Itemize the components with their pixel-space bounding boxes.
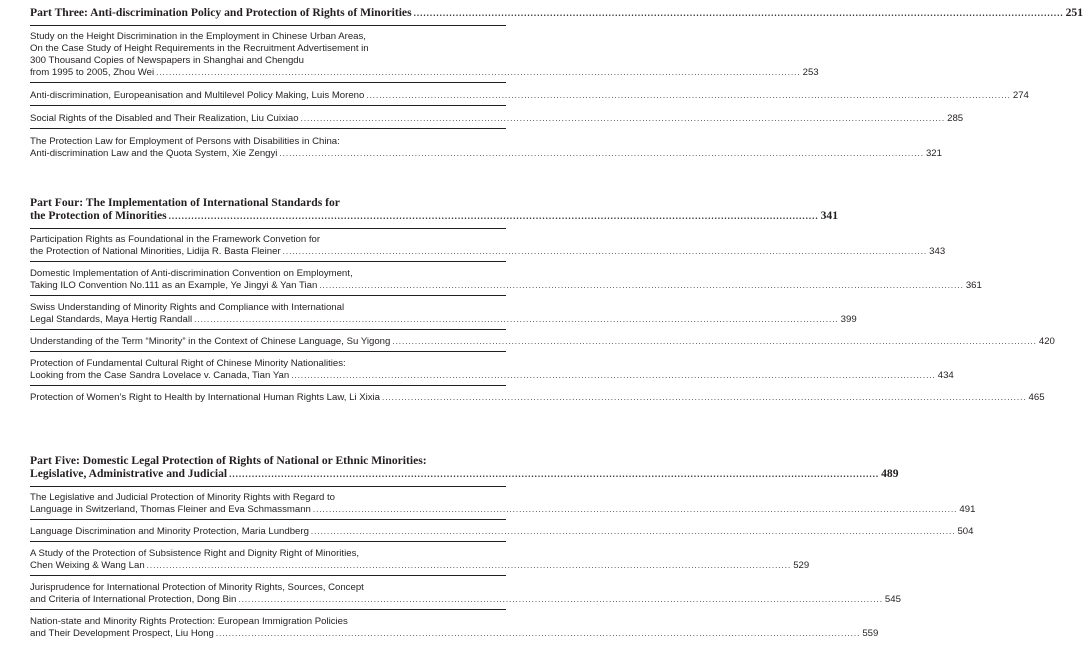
entry-rule — [30, 575, 506, 576]
entry-rule — [30, 385, 506, 386]
page-number: 321 — [925, 148, 942, 159]
dot-leader: ........................................................................................................................................................................................................ — [300, 114, 946, 123]
part-heading-text: Part Five: Domestic Legal Protection of Rights of National or Ethnic Minorities: — [30, 454, 427, 467]
toc-entry-leader-line — [30, 113, 964, 125]
page-number: 491 — [959, 504, 976, 515]
dot-leader: ........................................................................................................................................................................................................ — [279, 149, 924, 158]
toc-entry-text: Domestic Implementation of Anti-discrimination Convention on Employment, — [30, 268, 353, 279]
toc-entry[interactable] — [30, 234, 946, 258]
toc-entry-text: Legal Standards, Maya Hertig Randall — [30, 314, 193, 325]
dot-leader: ........................................................................................................................................................................................................ — [282, 247, 928, 256]
part-heading-text: Legislative, Administrative and Judicial — [30, 467, 228, 480]
toc-entry-text: A Study of the Protection of Subsistence Right and Dignity Right of Minorities, — [30, 548, 360, 559]
page-number: 504 — [957, 526, 974, 537]
toc-entry-text: Language in Switzerland, Thomas Fleiner and Eva Schmassmann — [30, 504, 311, 515]
part-heading-text: the Protection of Minorities — [30, 209, 167, 222]
dot-leader: ........................................................................................................................................................................................................ — [156, 68, 801, 77]
part-heading[interactable] — [30, 454, 899, 481]
dot-leader: ........................................................................................................................................................................................................ — [229, 469, 880, 479]
entry-rule — [30, 541, 506, 542]
page-number: 434 — [937, 370, 954, 381]
toc-entry-text: The Legislative and Judicial Protection of Minority Rights with Regard to — [30, 492, 336, 503]
entry-rule — [30, 105, 506, 106]
toc-entry-text: Participation Rights as Foundational in the Framework Convetion for — [30, 234, 321, 245]
toc-entry-leader-line — [30, 314, 857, 326]
part-section — [30, 454, 976, 647]
entry-rule — [30, 329, 506, 330]
dot-leader: ........................................................................................................................................................................................................ — [238, 595, 883, 604]
section-rule — [30, 25, 506, 26]
toc-entry[interactable] — [30, 113, 964, 125]
dot-leader: ........................................................................................................................................................................................................ — [215, 629, 861, 638]
part-heading[interactable] — [30, 196, 839, 223]
toc-entry[interactable] — [30, 392, 1045, 404]
part-heading-text: Part Three: Anti-discrimination Policy and Protection of Rights of Minorities — [30, 6, 412, 19]
part-heading[interactable] — [30, 6, 1083, 20]
toc-entry-text: Jurisprudence for International Protection of Minority Rights, Sources, Concept — [30, 582, 364, 593]
section-rule — [30, 486, 506, 487]
page-number: 399 — [840, 314, 857, 325]
toc-entry-text: Understanding of the Term “Minority” in the Context of Chinese Language, Su Yigong — [30, 336, 391, 347]
toc-entry[interactable] — [30, 526, 974, 538]
toc-entry-text: Social Rights of the Disabled and Their Realization, Liu Cuixiao — [30, 113, 299, 124]
page-number: 545 — [884, 594, 901, 605]
entry-rule — [30, 609, 506, 610]
toc-entry-leader-line — [30, 504, 976, 516]
toc-entry-text: On the Case Study of Height Requirements in the Recruitment Advertisement in — [30, 43, 369, 54]
entry-rule — [30, 351, 506, 352]
entry-rule — [30, 261, 506, 262]
toc-entry-leader-line — [30, 628, 879, 640]
entry-rule — [30, 519, 506, 520]
toc-entry-text: from 1995 to 2005, Zhou Wei — [30, 67, 155, 78]
toc-entry-text: Chen Weixing & Wang Lan — [30, 560, 145, 571]
toc-entry-text: Swiss Understanding of Minority Rights and Compliance with International — [30, 302, 345, 313]
page-number: 420 — [1038, 336, 1055, 347]
toc-entry-leader-line — [30, 67, 819, 79]
toc-entry[interactable] — [30, 548, 810, 572]
page-number: 253 — [802, 67, 819, 78]
toc-entry-text: and Criteria of International Protection, Dong Bin — [30, 594, 237, 605]
dot-leader: ........................................................................................................................................................................................................ — [382, 393, 1027, 402]
entry-rule — [30, 128, 506, 129]
toc-entry-leader-line — [30, 336, 1055, 348]
entry-rule — [30, 82, 506, 83]
toc-entry-leader-line — [30, 280, 982, 292]
entry-rule — [30, 295, 506, 296]
toc-entry-text: Anti-discrimination Law and the Quota System, Xie Zengyi — [30, 148, 278, 159]
toc-entry[interactable] — [30, 302, 857, 326]
toc-entry[interactable] — [30, 582, 901, 606]
page-number: 251 — [1065, 6, 1083, 19]
dot-leader: ........................................................................................................................................................................................................ — [312, 505, 958, 514]
toc-entry-text: The Protection Law for Employment of Persons with Disabilities in China: — [30, 136, 340, 147]
toc-entry-leader-line — [30, 370, 954, 382]
dot-leader: ........................................................................................................................................................................................................ — [146, 561, 792, 570]
toc-entry-text: 300 Thousand Copies of Newspapers in Shanghai and Chengdu — [30, 55, 304, 66]
toc-entry-text: Language Discrimination and Minority Protection, Maria Lundberg — [30, 526, 309, 537]
page-number: 343 — [929, 246, 946, 257]
toc-entry[interactable] — [30, 90, 1029, 102]
part-heading-leader-line — [30, 467, 899, 481]
part-section — [30, 196, 1055, 411]
dot-leader: ........................................................................................................................................................................................................ — [392, 337, 1037, 346]
toc-entry-leader-line — [30, 594, 901, 606]
toc-entry[interactable] — [30, 358, 954, 382]
dot-leader: ........................................................................................................................................................................................................ — [168, 211, 819, 221]
toc-entry-text: Protection of Women’s Right to Health by International Human Rights Law, Li Xixia — [30, 392, 380, 403]
page-number: 341 — [820, 209, 839, 222]
page-number: 559 — [862, 628, 879, 639]
section-rule — [30, 228, 506, 229]
toc-entry-leader-line — [30, 148, 942, 160]
toc-entry[interactable] — [30, 616, 879, 640]
part-heading-leader-line — [30, 6, 1083, 20]
part-section — [30, 6, 1083, 168]
toc-entry[interactable] — [30, 268, 982, 292]
toc-entry-text: Anti-discrimination, Europeanisation and Multilevel Policy Making, Luis Moreno — [30, 90, 365, 101]
toc-entry[interactable] — [30, 336, 1055, 348]
toc-entry-leader-line — [30, 392, 1045, 404]
toc-entry-text: Nation-state and Minority Rights Protection: European Immigration Policies — [30, 616, 348, 627]
dot-leader: ........................................................................................................................................................................................................ — [319, 281, 964, 290]
part-heading-leader-line — [30, 209, 839, 223]
dot-leader: ........................................................................................................................................................................................................ — [413, 8, 1064, 18]
dot-leader: ........................................................................................................................................................................................................ — [310, 527, 956, 536]
toc-entry-text: Taking ILO Convention No.111 as an Example, Ye Jingyi & Yan Tian — [30, 280, 318, 291]
page-number: 285 — [947, 113, 964, 124]
toc-entry[interactable] — [30, 31, 819, 79]
page-number: 361 — [965, 280, 982, 291]
page-number: 465 — [1028, 392, 1045, 403]
toc-entry-leader-line — [30, 246, 946, 258]
dot-leader: ........................................................................................................................................................................................................ — [291, 371, 936, 380]
toc-entry-leader-line — [30, 526, 974, 538]
toc-entry-text: Study on the Height Discrimination in the Employment in Chinese Urban Areas, — [30, 31, 366, 42]
page-number: 529 — [793, 560, 810, 571]
toc-entry[interactable] — [30, 492, 976, 516]
toc-entry-text: and Their Development Prospect, Liu Hong — [30, 628, 214, 639]
toc-entry-text: the Protection of National Minorities, Lidija R. Basta Fleiner — [30, 246, 281, 257]
dot-leader: ........................................................................................................................................................................................................ — [366, 91, 1011, 100]
toc-entry-leader-line — [30, 90, 1029, 102]
toc-entry-leader-line — [30, 560, 810, 572]
page-number: 274 — [1012, 90, 1029, 101]
part-heading-text: Part Four: The Implementation of International Standards for — [30, 196, 340, 209]
page-number: 489 — [881, 467, 899, 480]
toc-entry-text: Protection of Fundamental Cultural Right of Chinese Minority Nationalities: — [30, 358, 346, 369]
dot-leader: ........................................................................................................................................................................................................ — [194, 315, 839, 324]
toc-entry[interactable] — [30, 136, 942, 160]
toc-entry-text: Looking from the Case Sandra Lovelace v. Canada, Tian Yan — [30, 370, 290, 381]
